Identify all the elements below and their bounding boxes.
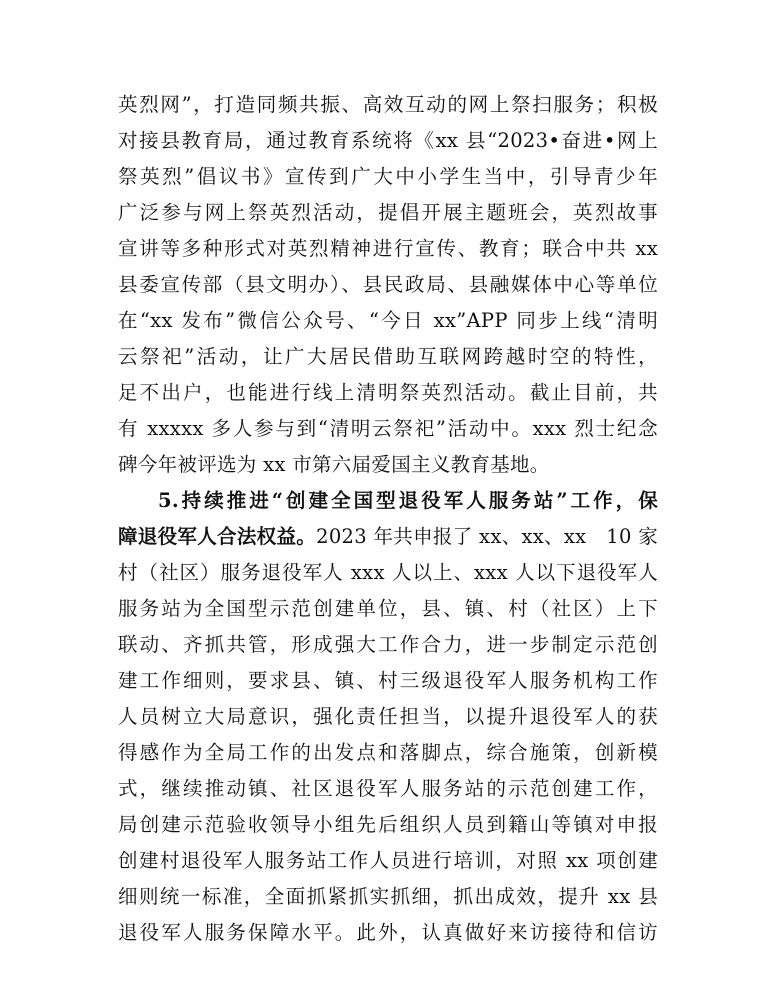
body-line-5: 宣讲等多种形式对英烈精神进行宣传、教育；联合中共 xx <box>118 237 658 260</box>
body-line-8: 云祭祀”活动，让广大居民借助互联网跨越时空的特性， <box>118 345 658 368</box>
body-line-2: 对接县教育局，通过教育系统将《xx 县“2023•奋进•网上 <box>118 129 658 152</box>
body-line-13: 服务站为全国型示范创建单位，县、镇、村（社区）上下 <box>118 597 658 620</box>
body-line-16: 人员树立大局意识，强化责任担当，以提升退役军人的获 <box>118 705 658 728</box>
section-heading-end: 障退役军人合法权益。 <box>118 525 317 548</box>
body-line-10: 有 xxxxx 多人参与到“清明云祭祀”活动中。xxx 烈士纪念 <box>118 417 658 440</box>
body-line-18: 式，继续推动镇、社区退役军人服务站的示范创建工作， <box>118 777 658 800</box>
body-line-21: 细则统一标准，全面抓紧抓实抓细，抓出成效，提升 xx 县 <box>118 885 658 908</box>
body-line-14: 联动、齐抓共管，形成强大工作合力，进一步制定示范创 <box>118 633 658 656</box>
body-line-19: 局创建示范验收领导小组先后组织人员到籍山等镇对申报 <box>118 813 658 836</box>
body-line-4: 广泛参与网上祭英烈活动，提倡开展主题班会，英烈故事 <box>118 201 658 224</box>
body-line-3: 祭英烈”倡议书》宣传到广大中小学生当中，引导青少年 <box>118 165 658 188</box>
body-line-1: 英烈网”，打造同频共振、高效互动的网上祭扫服务；积极 <box>118 93 658 116</box>
body-line-9: 足不出户，也能进行线上清明祭英烈活动。截止目前，共 <box>118 381 658 404</box>
section-heading: 5.持续推进“创建全国型退役军人服务站”工作，保 <box>158 489 658 512</box>
body-line-15: 建工作细则，要求县、镇、村三级退役军人服务机构工作 <box>118 669 658 692</box>
body-line-6: 县委宣传部（县文明办）、县民政局、县融媒体中心等单位 <box>118 273 658 296</box>
body-line-22: 退役军人服务保障水平。此外，认真做好来访接待和信访 <box>118 921 658 944</box>
body-line-20: 创建村退役军人服务站工作人员进行培训，对照 xx 项创建 <box>118 849 658 872</box>
body-line-7: 在“xx 发布”微信公众号、“今日 xx”APP 同步上线“清明 <box>118 309 658 332</box>
section-body-start: 2023 年共申报了 xx、xx、xx 10 家 <box>316 525 658 548</box>
body-line-11: 碑今年被评选为 xx 市第六届爱国主义教育基地。 <box>118 453 550 476</box>
body-line-17: 得感作为全局工作的出发点和落脚点，综合施策，创新模 <box>118 741 658 764</box>
body-line-12: 村（社区）服务退役军人 xxx 人以上、xxx 人以下退役军人 <box>118 561 658 584</box>
section-heading-continuation <box>118 519 658 555</box>
